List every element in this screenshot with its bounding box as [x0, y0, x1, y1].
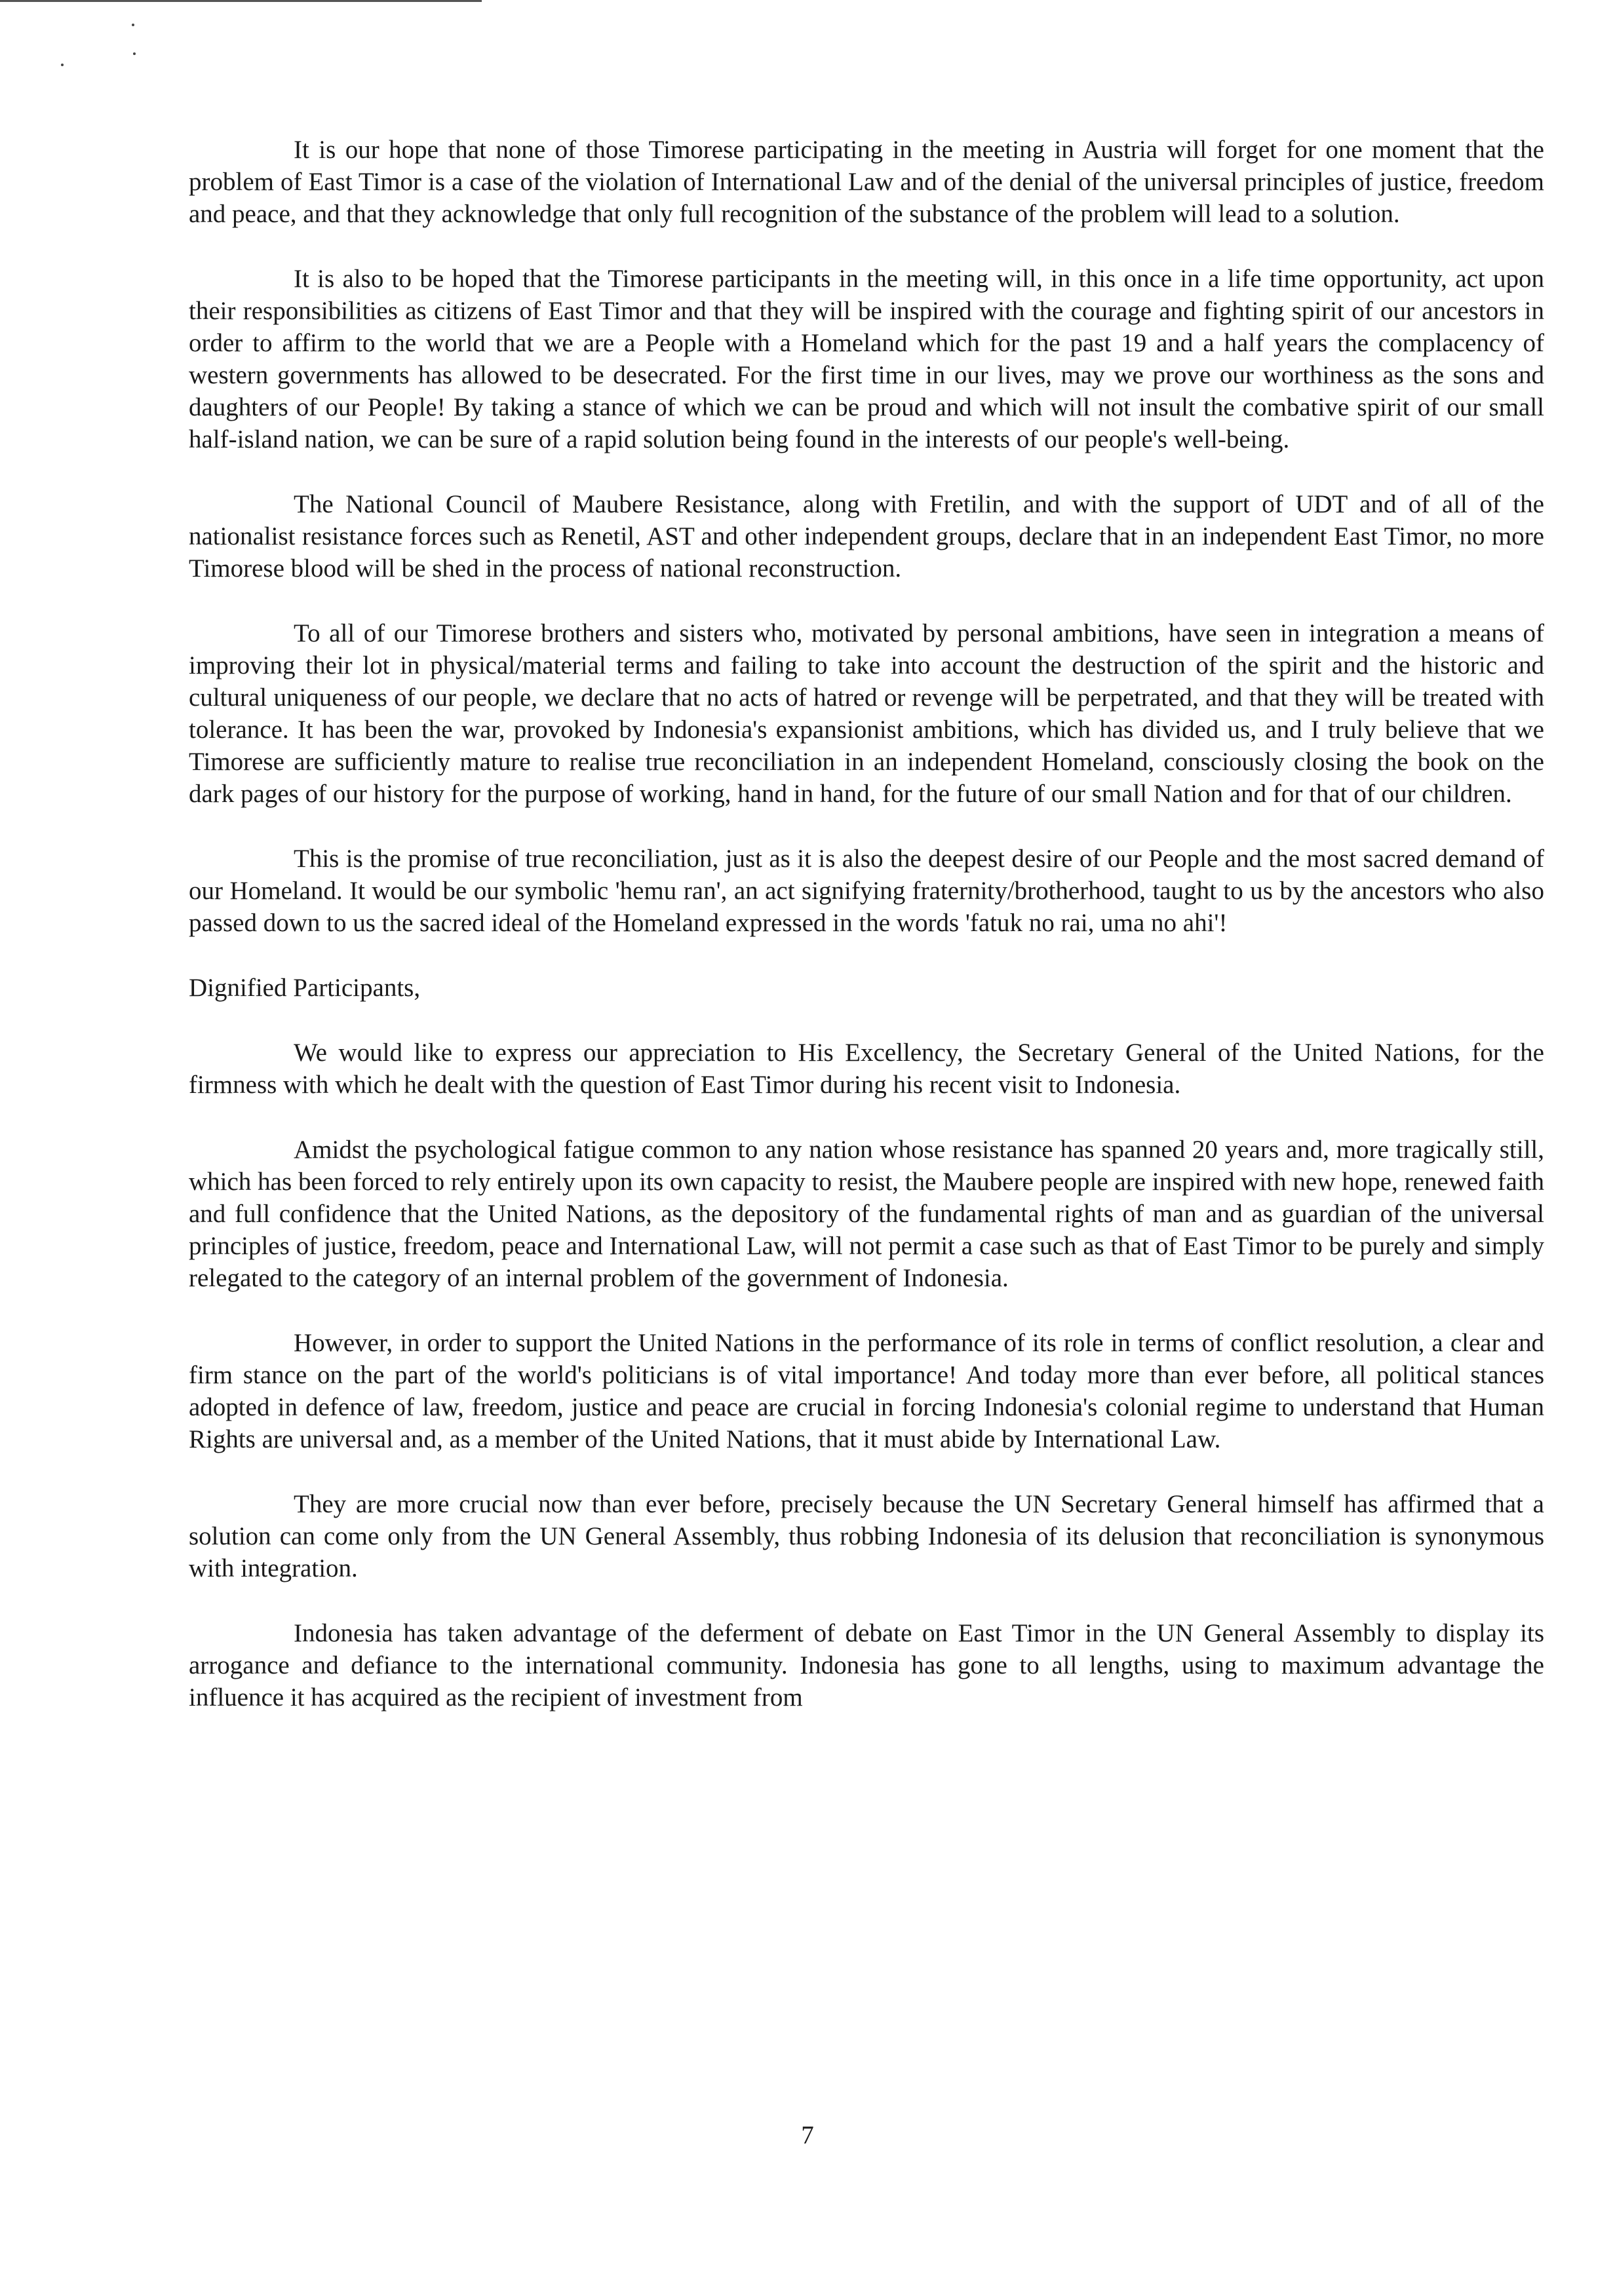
paragraph: It is our hope that none of those Timorese participating in the meeting in Austria will forget for one moment that the problem of East Timor is a case of the violation of International Law and of the denial of the universal principles of justice, freedom and peace, and that they acknowledge that only full recognition of the substance of the problem will lead to a solution. — [189, 136, 1544, 228]
scan-top-rule — [0, 0, 482, 2]
paragraph: The National Council of Maubere Resistance, along with Fretilin, and with the support of UDT and of all of the nationalist resistance forces such as Renetil, AST and other independent groups, declare that in an independent East Timor, no more Timorese blood will be shed in the process of national reconstruction. — [189, 490, 1544, 583]
paragraph: Amidst the psychological fatigue common to any nation whose resistance has spanned 20 years and, more tragically still, which has been forced to rely entirely upon its own capacity to resist, the Maubere people are inspired with new hope, renewed faith and full confidence that the United Nations, as the depository of the fundamental rights of man and as guardian of the universal principles of justice, freedom, peace and International Law, will not permit a case such as that of East Timor to be purely and simply relegated to the category of an internal problem of the government of Indonesia. — [189, 1136, 1544, 1292]
paragraph: To all of our Timorese brothers and sisters who, motivated by personal ambitions, have seen in integration a means of improving their lot in physical/material terms and failing to take into account the destruction of the spirit and the historic and cultural uniqueness of our people, we declare that no acts of hatred or revenge will be perpetrated, and that they will be treated with tolerance. It has been the war, provoked by Indonesia's expansionist ambitions, which has divided us, and I truly believe that we Timorese are sufficiently mature to realise true reconciliation in an independent Homeland, consciously closing the book on the dark pages of our history for the purpose of working, hand in hand, for the future of our small Nation and for that of our children. — [189, 619, 1544, 808]
scan-mark — [133, 52, 136, 55]
scan-mark — [132, 24, 134, 26]
paragraph: This is the promise of true reconciliation, just as it is also the deepest desire of our People and the most sacred demand of our Homeland. It would be our symbolic 'hemu ran', an act signifying fraternity/brotherhood, taught to us by the ancestors who also passed down to us the sacred ideal of the Homeland expressed in the words 'fatuk no rai, uma no ahi'! — [189, 845, 1544, 937]
paragraph: However, in order to support the United Nations in the performance of its role in terms of conflict resolution, a clear and firm stance on the part of the world's politicians is of vital importance! And today more than ever before, all political stances adopted in defence of law, freedom, justice and peace are crucial in forcing Indonesia's colonial regime to understand that Human Rights are universal and, as a member of the United Nations, that it must abide by International Law. — [189, 1329, 1544, 1453]
paragraph: It is also to be hoped that the Timorese participants in the meeting will, in this once in a life time opportunity, act upon their responsibilities as citizens of East Timor and that they will be inspired with the courage and fighting spirit of our ancestors in order to affirm to the world that we are a People with a Homeland which for the past 19 and a half years the complacency of western governments has allowed to be desecrated. For the first time in our lives, may we prove our worthiness as the sons and daughters of our People! By taking a stance of which we can be proud and which will not insult the combative spirit of our small half-island nation, we can be sure of a rapid solution being found in the interests of our people's well-being. — [189, 265, 1544, 453]
salutation: Dignified Participants, — [189, 974, 421, 1002]
paragraph: They are more crucial now than ever before, precisely because the UN Secretary General himself has affirmed that a solution can come only from the UN General Assembly, thus robbing Indonesia of its delusion that reconciliation is synonymous with integration. — [189, 1490, 1544, 1582]
scan-mark — [61, 64, 64, 66]
page-number: 7 — [801, 2121, 814, 2149]
paragraph: Indonesia has taken advantage of the deferment of debate on East Timor in the UN General Assembly to display its arrogance and defiance to the international community. Indonesia has gone to all lengths, using to maximum advantage the influence it has acquired as the recipient of investment from — [189, 1619, 1544, 1712]
paragraph: We would like to express our appreciation to His Excellency, the Secretary General of the United Nations, for the firmness with which he dealt with the question of East Timor during his recent visit to Indonesia. — [189, 1039, 1544, 1099]
document-body — [189, 134, 1544, 1713]
